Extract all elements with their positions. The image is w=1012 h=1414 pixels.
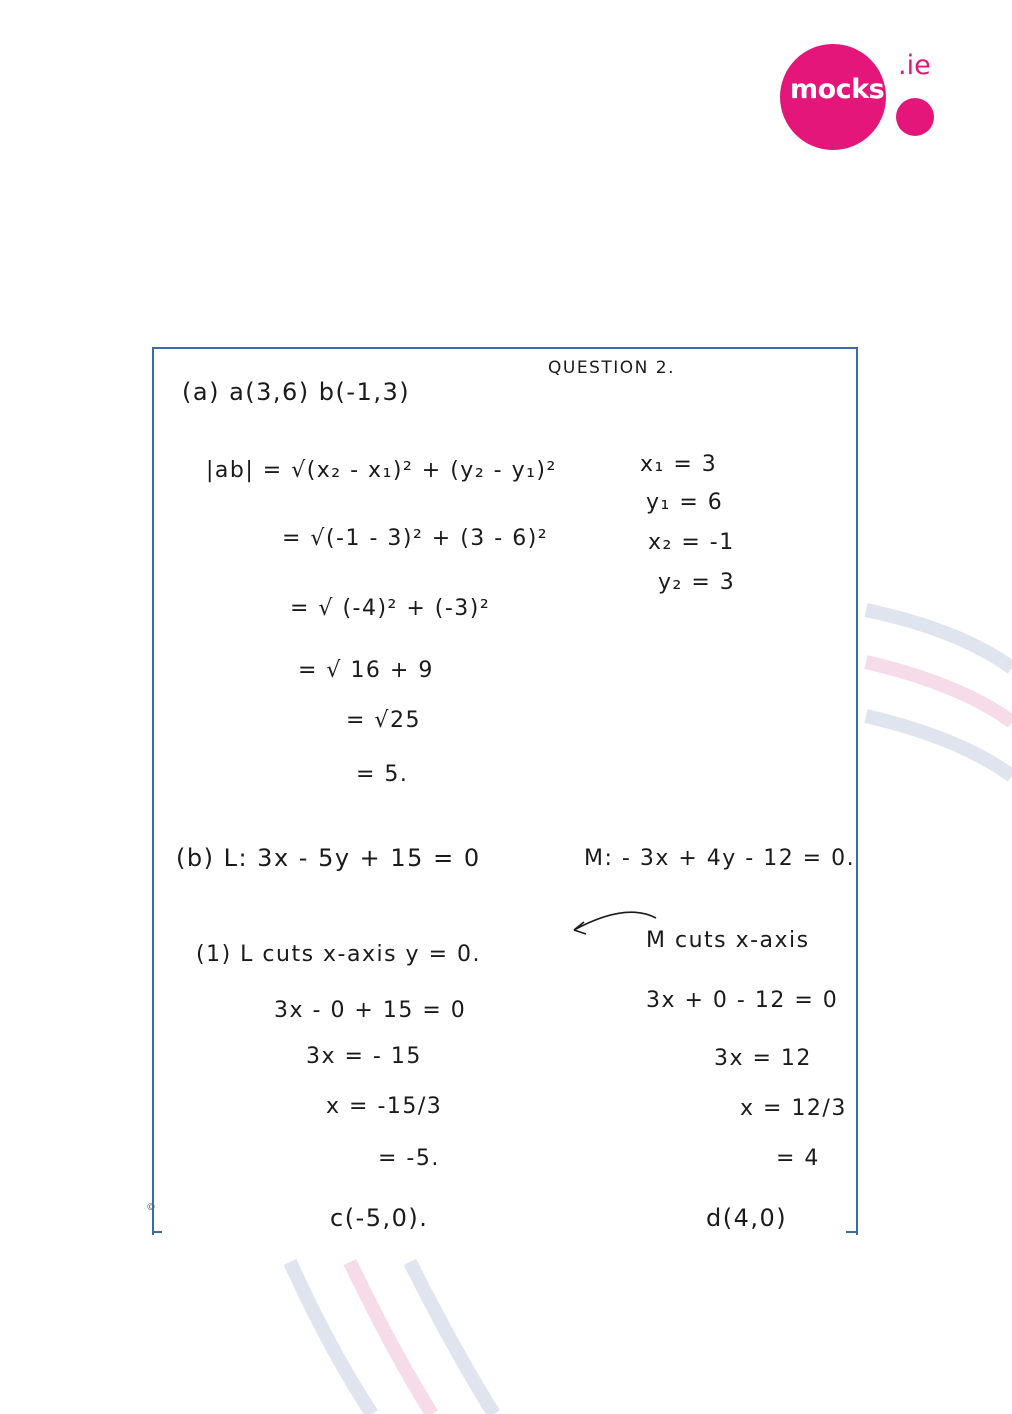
distance-result: = 5. bbox=[356, 762, 409, 787]
distance-step-3: = √ 16 + 9 bbox=[298, 658, 434, 683]
value-y2: y₂ = 3 bbox=[658, 570, 736, 595]
line-l-equation: (b) L: 3x - 5y + 15 = 0 bbox=[176, 844, 481, 872]
distance-step-1: = √(-1 - 3)² + (3 - 6)² bbox=[282, 526, 549, 551]
left-step-1: 3x - 0 + 15 = 0 bbox=[274, 998, 467, 1023]
left-step-2: 3x = - 15 bbox=[306, 1044, 422, 1069]
value-y1: y₁ = 6 bbox=[646, 490, 724, 515]
logo-suffix: .ie bbox=[898, 50, 931, 81]
value-x1: x₁ = 3 bbox=[640, 452, 718, 477]
subpart-1-left-heading: (1) L cuts x-axis y = 0. bbox=[196, 942, 481, 967]
logo-word: mocks bbox=[790, 74, 885, 105]
right-step-3: x = 12/3 bbox=[740, 1096, 847, 1121]
line-m-equation: M: - 3x + 4y - 12 = 0. bbox=[584, 846, 856, 871]
right-step-4: = 4 bbox=[776, 1146, 820, 1171]
question-title: QUESTION 2. bbox=[548, 358, 675, 378]
left-step-3: x = -15/3 bbox=[326, 1094, 443, 1119]
distance-formula: |ab| = √(x₂ - x₁)² + (y₂ - y₁)² bbox=[206, 458, 557, 483]
distance-step-4: = √25 bbox=[346, 708, 421, 733]
point-c: c(-5,0). bbox=[330, 1204, 429, 1232]
part-a-header: (a) a(3,6) b(-1,3) bbox=[182, 378, 411, 406]
page-mark: © bbox=[146, 1202, 156, 1213]
right-step-1: 3x + 0 - 12 = 0 bbox=[646, 988, 839, 1013]
value-x2: x₂ = -1 bbox=[648, 530, 735, 555]
point-d: d(4,0) bbox=[706, 1204, 788, 1232]
right-step-2: 3x = 12 bbox=[714, 1046, 812, 1071]
subpart-1-right-heading: M cuts x-axis bbox=[646, 928, 810, 953]
left-step-4: = -5. bbox=[378, 1146, 440, 1171]
distance-step-2: = √ (-4)² + (-3)² bbox=[290, 596, 491, 621]
